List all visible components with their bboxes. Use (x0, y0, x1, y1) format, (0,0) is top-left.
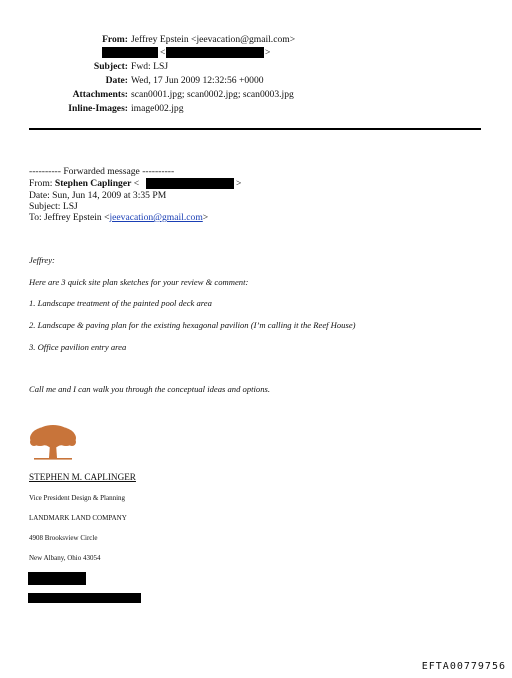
oak-tree-logo-icon (28, 424, 78, 467)
forwarded-date: Date: Sun, Jun 14, 2009 at 3:35 PM (29, 190, 167, 201)
header-divider (29, 128, 481, 130)
forwarded-subject: Subject: LSJ (29, 201, 78, 212)
document-id: EFTA00779756 (421, 661, 506, 672)
forwarded-from-prefix: From: (29, 178, 55, 189)
signature-address-line1: 4908 Brooksview Circle (29, 534, 98, 542)
forwarded-to-prefix: To: Jeffrey Epstein < (29, 212, 110, 223)
to-open-bracket: < (160, 47, 166, 58)
forwarded-to (29, 212, 208, 223)
forwarded-from-open-bracket: < (131, 178, 140, 189)
list-item: 3. Office pavilion entry area (29, 342, 127, 352)
forwarded-from-name: Stephen Caplinger (54, 178, 132, 189)
redaction-bar (28, 572, 86, 585)
inline-images-label: Inline-Images: (68, 103, 128, 114)
subject-label: Subject: (93, 61, 128, 72)
redaction-bar (102, 47, 158, 58)
forwarded-from (29, 178, 139, 189)
greeting: Jeffrey: (29, 255, 55, 265)
date-value: Wed, 17 Jun 2009 12:32:56 +0000 (131, 75, 264, 86)
redaction-bar (166, 47, 264, 58)
attachments-label: Attachments: (72, 89, 128, 100)
signature-address-line2: New Albany, Ohio 43054 (29, 554, 101, 562)
attachments-value: scan0001.jpg; scan0002.jpg; scan0003.jpg (131, 89, 294, 100)
forwarded-divider: ---------- Forwarded message ---------- (29, 166, 175, 177)
to-close-bracket: > (265, 47, 271, 58)
redaction-bar (146, 178, 234, 189)
from-label: From: (102, 34, 128, 45)
list-item: 1. Landscape treatment of the painted pool deck area (29, 298, 212, 308)
inline-images-value: image002.jpg (131, 103, 184, 114)
redaction-bar (28, 593, 141, 603)
forwarded-from-close-bracket: > (236, 178, 242, 189)
signature-title: Vice President Design & Planning (29, 494, 126, 502)
signature-company: LANDMARK LAND COMPANY (29, 514, 127, 522)
forwarded-to-email-link[interactable]: jeevacation@gmail.com (109, 212, 203, 223)
from-value: Jeffrey Epstein <jeevacation@gmail.com> (131, 34, 296, 45)
closing-text: Call me and I can walk you through the conceptual ideas and options. (29, 384, 270, 394)
list-item: 2. Landscape & paving plan for the existing hexagonal pavilion (I’m calling it the Reef House) (29, 320, 356, 330)
date-label: Date: (105, 75, 128, 86)
intro-text: Here are 3 quick site plan sketches for your review & comment: (29, 277, 249, 287)
forwarded-to-suffix: > (202, 212, 209, 223)
signature-name: STEPHEN M. CAPLINGER (29, 472, 136, 482)
subject-value: Fwd: LSJ (131, 61, 169, 72)
